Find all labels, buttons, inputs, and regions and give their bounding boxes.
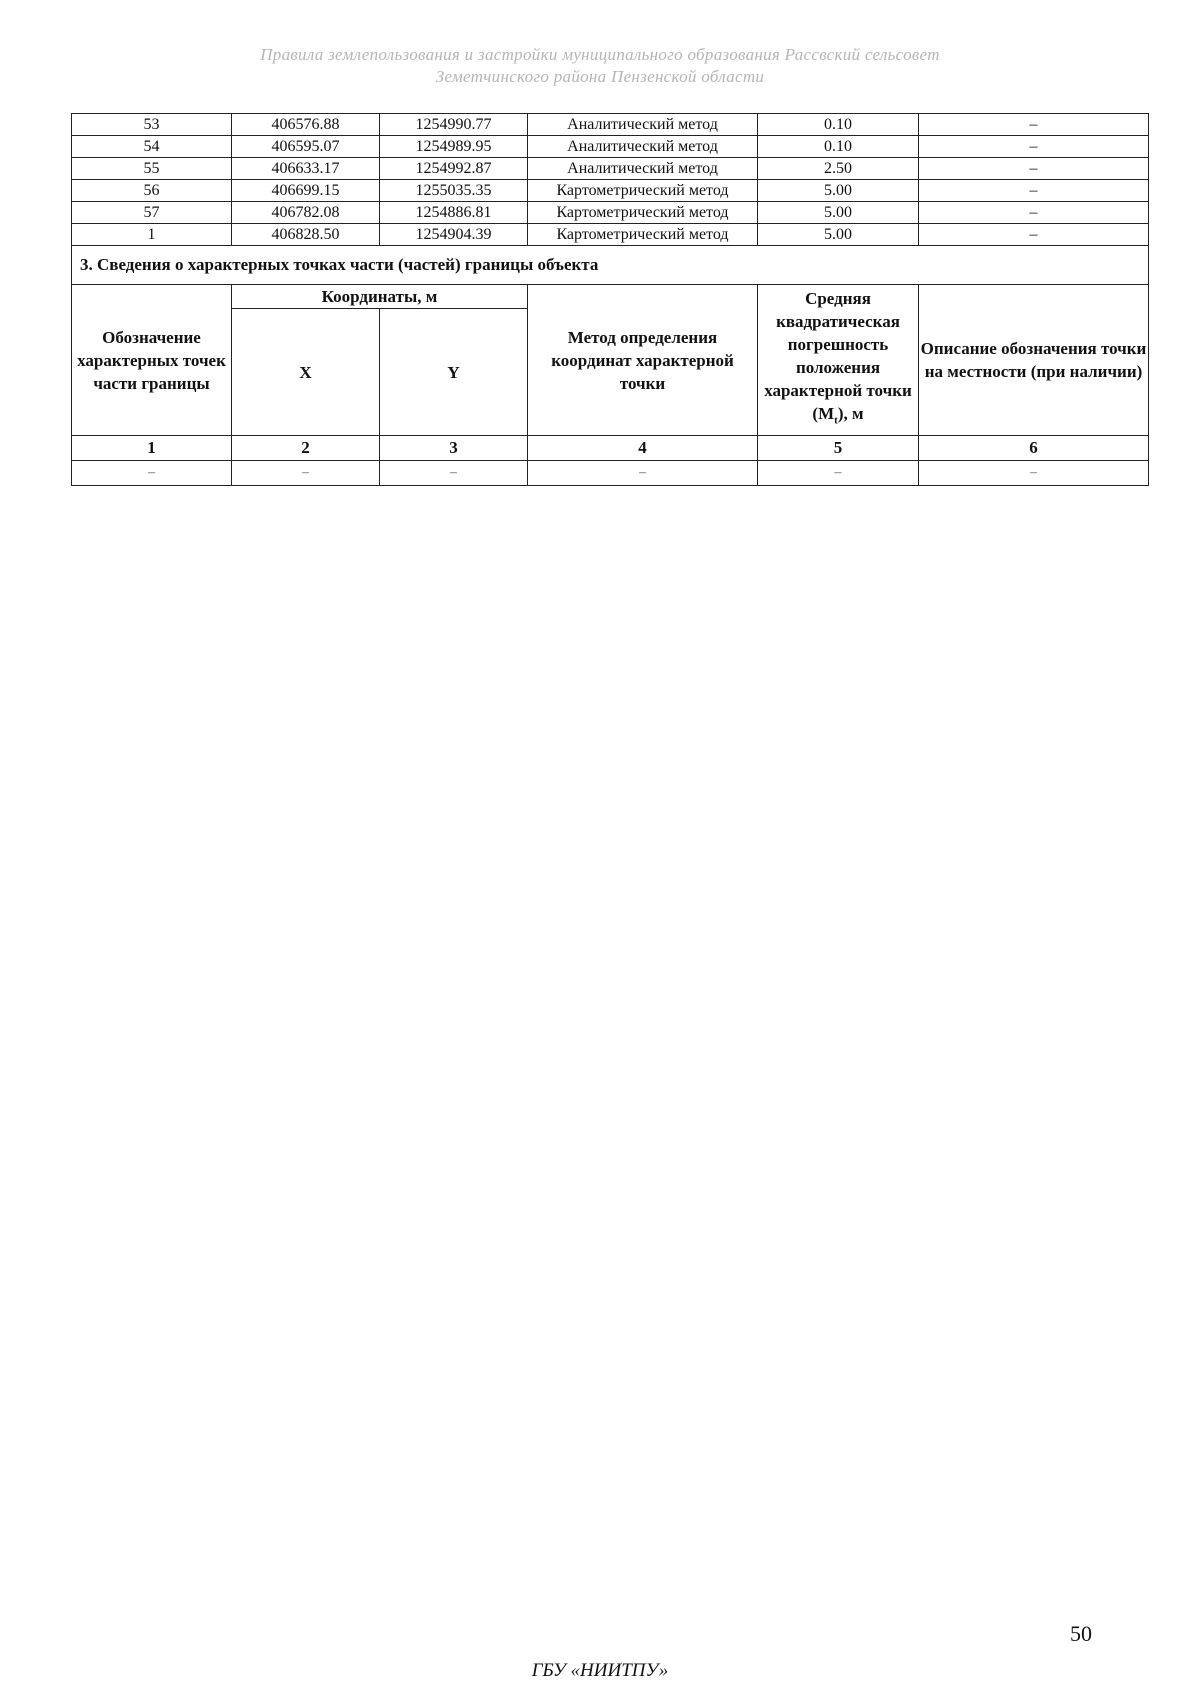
header-designation: Обозначение характерных точек части границы	[72, 285, 232, 436]
cell-desc: –	[919, 136, 1149, 158]
cell-x: 406633.17	[232, 158, 380, 180]
table-row	[72, 224, 1149, 246]
cell-x: 406576.88	[232, 114, 380, 136]
cell-desc: –	[919, 158, 1149, 180]
cell-desc: –	[919, 202, 1149, 224]
empty-cell: –	[758, 461, 919, 486]
cell-x: 406828.50	[232, 224, 380, 246]
cell-y: 1254992.87	[380, 158, 528, 180]
continued-rows	[72, 114, 1149, 246]
cell-error: 0.10	[758, 136, 919, 158]
header-method: Метод определения координат характерной точки	[528, 285, 758, 436]
header-line-1: Правила землепользования и застройки муниципального образования Рассвский сельсовет	[260, 45, 940, 64]
header-description: Описание обозначения точки на местности (при наличии)	[919, 285, 1149, 436]
cell-y: 1254990.77	[380, 114, 528, 136]
cell-error: 5.00	[758, 202, 919, 224]
boundary-points-table	[71, 113, 1149, 486]
col-number-3: 3	[380, 436, 528, 461]
table-row	[72, 136, 1149, 158]
cell-num: 1	[72, 224, 232, 246]
header-y: Y	[380, 309, 528, 436]
empty-cell: –	[380, 461, 528, 486]
cell-method: Картометрический метод	[528, 202, 758, 224]
page-number: 50	[1070, 1621, 1092, 1646]
section-title: 3. Сведения о характерных точках части (частей) границы объекта	[72, 246, 1149, 285]
table-row	[72, 114, 1149, 136]
header-line-2: Земетчинского района Пензенской области	[435, 67, 765, 86]
cell-y: 1255035.35	[380, 180, 528, 202]
empty-row	[72, 461, 1149, 486]
header-error: Средняя квадратическая погрешность положения характерной точки $(М_t)$, м	[758, 285, 919, 436]
empty-cell: –	[232, 461, 380, 486]
cell-method: Аналитический метод	[528, 136, 758, 158]
col-number-6: 6	[919, 436, 1149, 461]
cell-num: 54	[72, 136, 232, 158]
cell-num: 55	[72, 158, 232, 180]
table-row	[72, 180, 1149, 202]
cell-desc: –	[919, 224, 1149, 246]
cell-desc: –	[919, 180, 1149, 202]
cell-method: Аналитический метод	[528, 114, 758, 136]
cell-method: Картометрический метод	[528, 224, 758, 246]
cell-num: 57	[72, 202, 232, 224]
cell-num: 56	[72, 180, 232, 202]
header-coordinates: Координаты, м	[232, 285, 528, 309]
empty-cell: –	[528, 461, 758, 486]
cell-method: Картометрический метод	[528, 180, 758, 202]
col-number-2: 2	[232, 436, 380, 461]
cell-desc: –	[919, 114, 1149, 136]
footer-organization: ГБУ «НИИТПУ»	[531, 1660, 669, 1681]
col-number-4: 4	[528, 436, 758, 461]
cell-x: 406699.15	[232, 180, 380, 202]
header-x: X	[232, 309, 380, 436]
col-number-1: 1	[72, 436, 232, 461]
cell-error: 5.00	[758, 224, 919, 246]
cell-x: 406782.08	[232, 202, 380, 224]
empty-cell: –	[919, 461, 1149, 486]
cell-method: Аналитический метод	[528, 158, 758, 180]
cell-y: 1254886.81	[380, 202, 528, 224]
cell-x: 406595.07	[232, 136, 380, 158]
running-header	[0, 44, 1200, 88]
cell-error: 5.00	[758, 180, 919, 202]
cell-y: 1254989.95	[380, 136, 528, 158]
table-row	[72, 202, 1149, 224]
col-number-5: 5	[758, 436, 919, 461]
empty-cell: –	[72, 461, 232, 486]
cell-error: 0.10	[758, 114, 919, 136]
cell-y: 1254904.39	[380, 224, 528, 246]
cell-num: 53	[72, 114, 232, 136]
cell-error: 2.50	[758, 158, 919, 180]
table-row	[72, 158, 1149, 180]
